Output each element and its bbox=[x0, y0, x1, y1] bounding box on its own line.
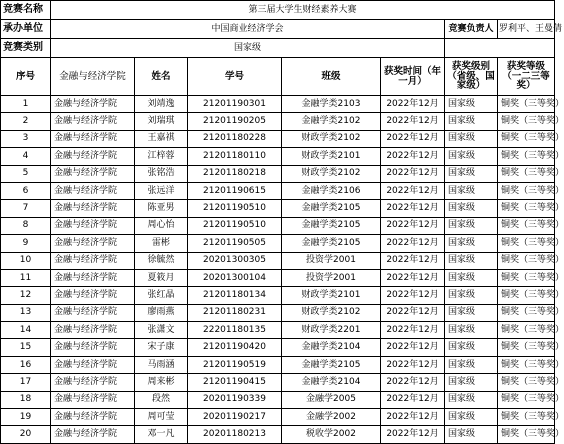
cell-award-time: 2022年12月 bbox=[381, 322, 445, 339]
header-college: 金融与经济学院 bbox=[51, 58, 135, 96]
cell-award-time: 2022年12月 bbox=[381, 200, 445, 217]
cell-award-level: 国家级 bbox=[445, 235, 498, 252]
competition-name: 第三届大学生财经素养大赛 bbox=[51, 1, 555, 20]
cell-seq: 14 bbox=[1, 322, 51, 339]
cell-name: 廖雨燕 bbox=[135, 304, 188, 321]
cell-award-grade: 铜奖（三等奖） bbox=[498, 113, 555, 130]
table-row bbox=[1, 374, 555, 391]
cell-seq: 20 bbox=[1, 426, 51, 443]
cell-student-id: 21201190519 bbox=[188, 356, 282, 373]
cell-student-id: 21201180134 bbox=[188, 287, 282, 304]
cell-award-level: 国家级 bbox=[445, 287, 498, 304]
cell-seq: 13 bbox=[1, 304, 51, 321]
cell-seq: 15 bbox=[1, 339, 51, 356]
cell-college: 金融与经济学院 bbox=[51, 409, 135, 426]
cell-college: 金融与经济学院 bbox=[51, 426, 135, 443]
cell-name: 周来彬 bbox=[135, 374, 188, 391]
cell-class: 金融学类2106 bbox=[282, 182, 381, 199]
cell-class: 金融学2002 bbox=[282, 409, 381, 426]
cell-class: 金融学类2104 bbox=[282, 339, 381, 356]
cell-name: 张潇文 bbox=[135, 322, 188, 339]
cell-college: 金融与经济学院 bbox=[51, 113, 135, 130]
cell-seq: 9 bbox=[1, 235, 51, 252]
cell-award-level: 国家级 bbox=[445, 426, 498, 443]
leader-value: 罗利平、王曼倩 bbox=[498, 20, 555, 39]
cell-award-time: 2022年12月 bbox=[381, 182, 445, 199]
table-row bbox=[1, 322, 555, 339]
cell-class: 财政学类2201 bbox=[282, 322, 381, 339]
cell-college: 金融与经济学院 bbox=[51, 148, 135, 165]
cell-award-time: 2022年12月 bbox=[381, 426, 445, 443]
cell-award-level: 国家级 bbox=[445, 96, 498, 113]
cell-award-level: 国家级 bbox=[445, 322, 498, 339]
cell-student-id: 21201190420 bbox=[188, 339, 282, 356]
cell-award-level: 国家级 bbox=[445, 200, 498, 217]
cell-college: 金融与经济学院 bbox=[51, 182, 135, 199]
cell-student-id: 21201180218 bbox=[188, 165, 282, 182]
cell-seq: 4 bbox=[1, 148, 51, 165]
table-row bbox=[1, 217, 555, 234]
cell-college: 金融与经济学院 bbox=[51, 217, 135, 234]
header-name: 姓名 bbox=[135, 58, 188, 96]
cell-award-grade: 铜奖（三等奖） bbox=[498, 409, 555, 426]
cell-award-level: 国家级 bbox=[445, 148, 498, 165]
cell-college: 金融与经济学院 bbox=[51, 269, 135, 286]
cell-name: 刘瑞琪 bbox=[135, 113, 188, 130]
cell-seq: 10 bbox=[1, 252, 51, 269]
cell-student-id: 21201190510 bbox=[188, 200, 282, 217]
cell-name: 张红晶 bbox=[135, 287, 188, 304]
cell-award-grade: 铜奖（三等奖） bbox=[498, 217, 555, 234]
cell-award-grade: 铜奖（三等奖） bbox=[498, 182, 555, 199]
cell-college: 金融与经济学院 bbox=[51, 252, 135, 269]
cell-award-grade: 铜奖（三等奖） bbox=[498, 235, 555, 252]
cell-student-id: 20201180213 bbox=[188, 426, 282, 443]
cell-seq: 8 bbox=[1, 217, 51, 234]
category-label: 竞赛类别 bbox=[1, 39, 51, 58]
table-row bbox=[1, 287, 555, 304]
cell-award-level: 国家级 bbox=[445, 252, 498, 269]
cell-name: 马雨涵 bbox=[135, 356, 188, 373]
cell-class: 财政学类2102 bbox=[282, 165, 381, 182]
cell-student-id: 20201300305 bbox=[188, 252, 282, 269]
cell-award-grade: 铜奖（三等奖） bbox=[498, 356, 555, 373]
cell-award-level: 国家级 bbox=[445, 374, 498, 391]
cell-name: 周可莹 bbox=[135, 409, 188, 426]
table-row bbox=[1, 252, 555, 269]
cell-name: 雷彬 bbox=[135, 235, 188, 252]
cell-college: 金融与经济学院 bbox=[51, 287, 135, 304]
cell-award-grade: 铜奖（三等奖） bbox=[498, 287, 555, 304]
cell-student-id: 22201180135 bbox=[188, 322, 282, 339]
cell-class: 金融学类2105 bbox=[282, 217, 381, 234]
cell-award-grade: 铜奖（三等奖） bbox=[498, 165, 555, 182]
cell-award-time: 2022年12月 bbox=[381, 252, 445, 269]
cell-award-grade: 铜奖（三等奖） bbox=[498, 148, 555, 165]
cell-award-time: 2022年12月 bbox=[381, 304, 445, 321]
cell-class: 金融学类2104 bbox=[282, 374, 381, 391]
cell-seq: 6 bbox=[1, 182, 51, 199]
cell-award-time: 2022年12月 bbox=[381, 113, 445, 130]
cell-name: 江梓蓉 bbox=[135, 148, 188, 165]
column-header-row bbox=[1, 58, 555, 96]
cell-seq: 18 bbox=[1, 391, 51, 408]
cell-class: 财政学类2102 bbox=[282, 304, 381, 321]
table-row bbox=[1, 182, 555, 199]
cell-student-id: 21201190415 bbox=[188, 374, 282, 391]
cell-student-id: 20201190217 bbox=[188, 409, 282, 426]
cell-name: 陈亚男 bbox=[135, 200, 188, 217]
cell-award-time: 2022年12月 bbox=[381, 409, 445, 426]
cell-award-grade: 铜奖（三等奖） bbox=[498, 252, 555, 269]
cell-name: 徐毓然 bbox=[135, 252, 188, 269]
cell-award-grade: 铜奖（三等奖） bbox=[498, 96, 555, 113]
table-row bbox=[1, 96, 555, 113]
cell-seq: 12 bbox=[1, 287, 51, 304]
cell-award-grade: 铜奖（三等奖） bbox=[498, 269, 555, 286]
cell-award-time: 2022年12月 bbox=[381, 287, 445, 304]
cell-college: 金融与经济学院 bbox=[51, 322, 135, 339]
cell-name: 邓一凡 bbox=[135, 426, 188, 443]
cell-award-time: 2022年12月 bbox=[381, 374, 445, 391]
cell-student-id: 20201190339 bbox=[188, 391, 282, 408]
table-row bbox=[1, 235, 555, 252]
cell-college: 金融与经济学院 bbox=[51, 356, 135, 373]
category-row bbox=[1, 39, 555, 58]
cell-seq: 2 bbox=[1, 113, 51, 130]
cell-name: 宋子康 bbox=[135, 339, 188, 356]
cell-award-time: 2022年12月 bbox=[381, 148, 445, 165]
cell-award-time: 2022年12月 bbox=[381, 339, 445, 356]
cell-seq: 19 bbox=[1, 409, 51, 426]
header-class: 班级 bbox=[282, 58, 381, 96]
cell-student-id: 21201180110 bbox=[188, 148, 282, 165]
cell-student-id: 20201300104 bbox=[188, 269, 282, 286]
cell-class: 财政学类2102 bbox=[282, 130, 381, 147]
cell-award-grade: 铜奖（三等奖） bbox=[498, 391, 555, 408]
cell-college: 金融与经济学院 bbox=[51, 304, 135, 321]
cell-student-id: 21201180231 bbox=[188, 304, 282, 321]
cell-award-level: 国家级 bbox=[445, 269, 498, 286]
cell-seq: 7 bbox=[1, 200, 51, 217]
table-row bbox=[1, 113, 555, 130]
cell-name: 夏筱月 bbox=[135, 269, 188, 286]
cell-class: 投资学2001 bbox=[282, 269, 381, 286]
cell-award-level: 国家级 bbox=[445, 217, 498, 234]
organizer-label: 承办单位 bbox=[1, 20, 51, 39]
organizer-row bbox=[1, 20, 555, 39]
cell-award-grade: 铜奖（三等奖） bbox=[498, 322, 555, 339]
cell-student-id: 21201180228 bbox=[188, 130, 282, 147]
cell-seq: 1 bbox=[1, 96, 51, 113]
cell-college: 金融与经济学院 bbox=[51, 200, 135, 217]
cell-seq: 3 bbox=[1, 130, 51, 147]
cell-class: 金融学类2105 bbox=[282, 200, 381, 217]
cell-college: 金融与经济学院 bbox=[51, 165, 135, 182]
cell-seq: 11 bbox=[1, 269, 51, 286]
header-award-time: 获奖时间（年一月） bbox=[381, 58, 445, 96]
cell-name: 周心怡 bbox=[135, 217, 188, 234]
cell-college: 金融与经济学院 bbox=[51, 130, 135, 147]
organizer-value: 中国商业经济学会 bbox=[51, 20, 445, 39]
cell-award-time: 2022年12月 bbox=[381, 235, 445, 252]
header-seq: 序号 bbox=[1, 58, 51, 96]
cell-college: 金融与经济学院 bbox=[51, 235, 135, 252]
cell-award-level: 国家级 bbox=[445, 339, 498, 356]
cell-student-id: 21201190205 bbox=[188, 113, 282, 130]
cell-award-level: 国家级 bbox=[445, 130, 498, 147]
cell-seq: 16 bbox=[1, 356, 51, 373]
competition-name-row bbox=[1, 1, 555, 20]
competition-name-label: 竞赛名称 bbox=[1, 1, 51, 20]
cell-class: 金融学类2105 bbox=[282, 235, 381, 252]
cell-college: 金融与经济学院 bbox=[51, 374, 135, 391]
cell-award-grade: 铜奖（三等奖） bbox=[498, 304, 555, 321]
table-row bbox=[1, 339, 555, 356]
cell-award-grade: 铜奖（三等奖） bbox=[498, 130, 555, 147]
cell-award-level: 国家级 bbox=[445, 409, 498, 426]
cell-college: 金融与经济学院 bbox=[51, 96, 135, 113]
header-award-level: 获奖级别（省级、国家级） bbox=[445, 58, 498, 96]
table-row bbox=[1, 391, 555, 408]
cell-award-time: 2022年12月 bbox=[381, 269, 445, 286]
cell-name: 刘靖逸 bbox=[135, 96, 188, 113]
table-row bbox=[1, 148, 555, 165]
cell-award-time: 2022年12月 bbox=[381, 356, 445, 373]
table-row bbox=[1, 200, 555, 217]
table-row bbox=[1, 426, 555, 443]
cell-student-id: 21201190510 bbox=[188, 217, 282, 234]
cell-name: 王嘉祺 bbox=[135, 130, 188, 147]
cell-award-level: 国家级 bbox=[445, 113, 498, 130]
cell-college: 金融与经济学院 bbox=[51, 339, 135, 356]
cell-award-level: 国家级 bbox=[445, 182, 498, 199]
cell-class: 金融学2005 bbox=[282, 391, 381, 408]
cell-name: 张铭浩 bbox=[135, 165, 188, 182]
category-value: 国家级 bbox=[51, 39, 445, 58]
table-row bbox=[1, 165, 555, 182]
cell-student-id: 21201190301 bbox=[188, 96, 282, 113]
cell-award-grade: 铜奖（三等奖） bbox=[498, 426, 555, 443]
cell-award-level: 国家级 bbox=[445, 356, 498, 373]
cell-award-level: 国家级 bbox=[445, 165, 498, 182]
cell-name: 张远洋 bbox=[135, 182, 188, 199]
cell-seq: 17 bbox=[1, 374, 51, 391]
table-row bbox=[1, 409, 555, 426]
cell-award-time: 2022年12月 bbox=[381, 217, 445, 234]
table-row bbox=[1, 130, 555, 147]
cell-student-id: 21201190505 bbox=[188, 235, 282, 252]
cell-class: 金融学类2102 bbox=[282, 113, 381, 130]
cell-class: 投资学2001 bbox=[282, 252, 381, 269]
header-student-id: 学号 bbox=[188, 58, 282, 96]
cell-award-grade: 铜奖（三等奖） bbox=[498, 339, 555, 356]
cell-award-time: 2022年12月 bbox=[381, 96, 445, 113]
cell-class: 金融学类2103 bbox=[282, 96, 381, 113]
cell-award-time: 2022年12月 bbox=[381, 165, 445, 182]
table-row bbox=[1, 269, 555, 286]
cell-award-grade: 铜奖（三等奖） bbox=[498, 200, 555, 217]
header-award-grade: 获奖等级（一二三等奖） bbox=[498, 58, 555, 96]
cell-seq: 5 bbox=[1, 165, 51, 182]
cell-class: 财政学类2101 bbox=[282, 148, 381, 165]
cell-award-grade: 铜奖（三等奖） bbox=[498, 374, 555, 391]
cell-college: 金融与经济学院 bbox=[51, 391, 135, 408]
category-blank bbox=[445, 39, 555, 58]
table-row bbox=[1, 304, 555, 321]
cell-award-time: 2022年12月 bbox=[381, 130, 445, 147]
cell-class: 金融学类2105 bbox=[282, 356, 381, 373]
cell-award-time: 2022年12月 bbox=[381, 391, 445, 408]
cell-student-id: 21201190615 bbox=[188, 182, 282, 199]
cell-name: 段然 bbox=[135, 391, 188, 408]
cell-class: 税收学2002 bbox=[282, 426, 381, 443]
leader-label: 竞赛负责人 bbox=[445, 20, 498, 39]
table-row bbox=[1, 356, 555, 373]
cell-class: 财政学类2101 bbox=[282, 287, 381, 304]
cell-award-level: 国家级 bbox=[445, 304, 498, 321]
cell-award-level: 国家级 bbox=[445, 391, 498, 408]
